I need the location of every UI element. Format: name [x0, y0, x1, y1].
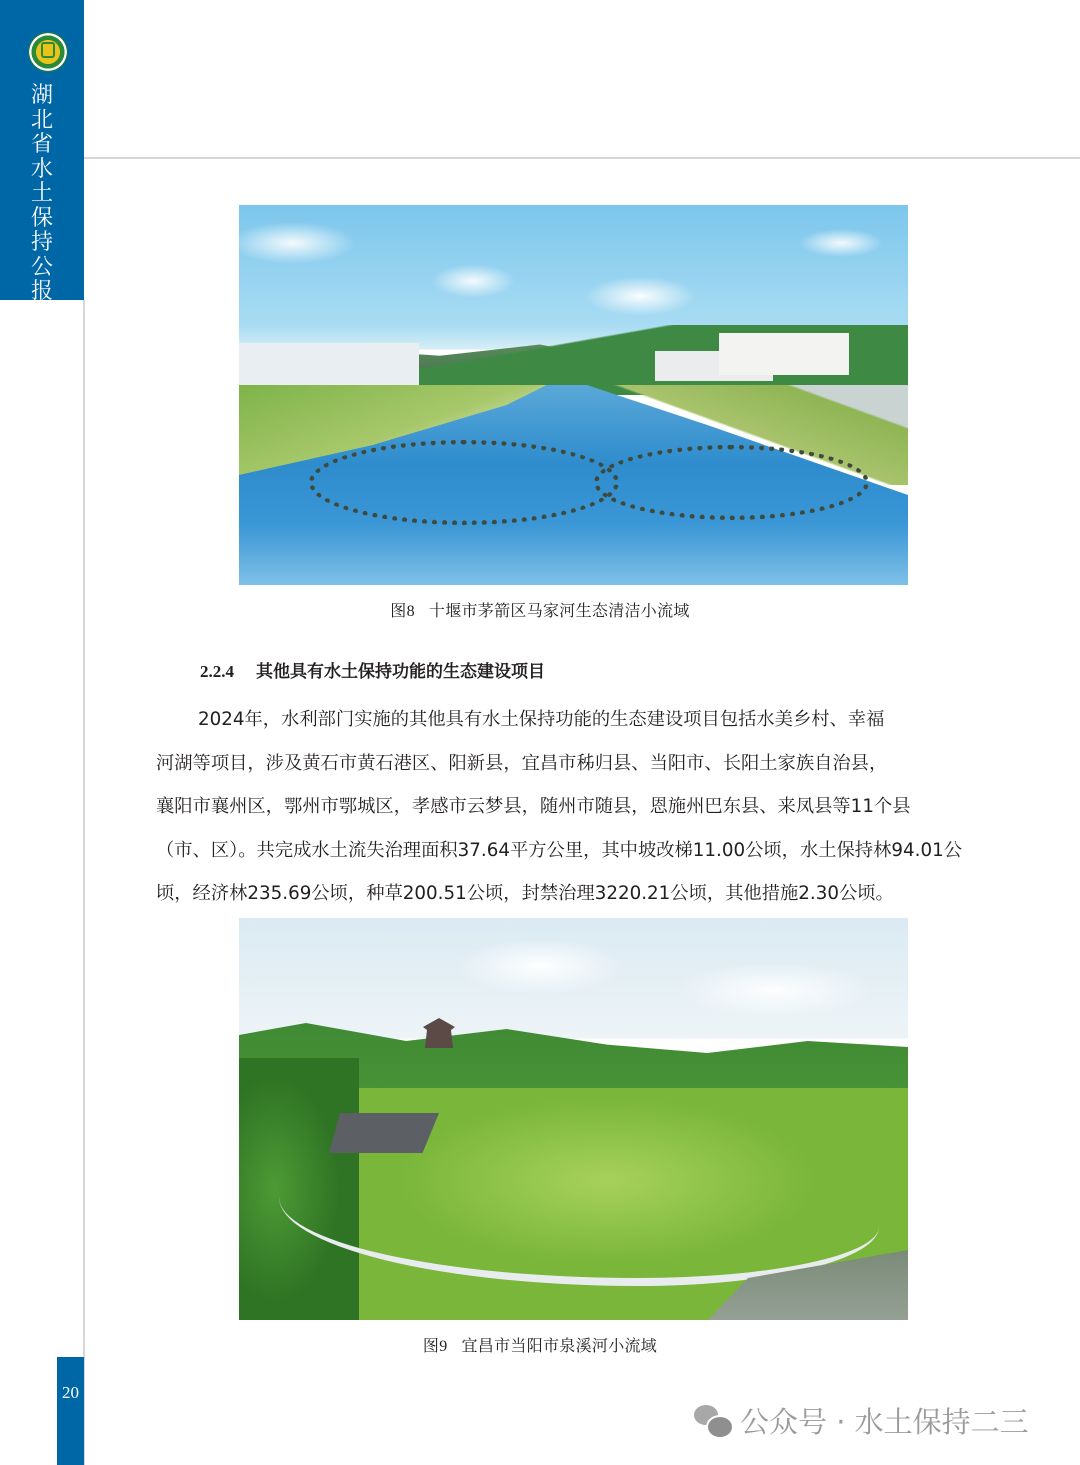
title-char: 报: [30, 279, 53, 304]
header-divider: [84, 157, 1080, 159]
paragraph-line: （市、区）。共完成水土流失治理面积37.64平方公里，其中坡改梯11.00公顷，水土保持林94.01公: [156, 839, 962, 861]
watermark-text: 公众号 · 水土保持二三: [740, 1405, 1029, 1439]
figure-caption-text: 十堰市茅箭区马家河生态清洁小流域: [428, 601, 690, 620]
body-paragraph: [156, 698, 996, 916]
title-char: 公: [30, 254, 53, 280]
houses: [719, 333, 849, 375]
figure-caption-text: 宜昌市当阳市泉溪河小流域: [461, 1336, 658, 1355]
page-number-tab: [57, 1357, 84, 1465]
watermark: [694, 1400, 1029, 1441]
title-char: 省: [30, 132, 53, 157]
publication-title-vertical: [26, 84, 58, 305]
figure-9-caption: [0, 1333, 1080, 1356]
section-title: 其他具有水土保持功能的生态建设项目: [256, 662, 545, 682]
stepping-stone-ring: [309, 440, 619, 525]
title-char: 水: [30, 156, 53, 182]
section-heading: [200, 657, 545, 682]
figure-8-caption: [0, 598, 1080, 621]
sidebar-banner: [0, 0, 84, 304]
figure-9-photo: [239, 918, 908, 1320]
margin-divider-vertical: [83, 300, 85, 1465]
emblem-logo-icon: [28, 32, 68, 72]
paragraph-line: 河湖等项目，涉及黄石市黄石港区、阳新县，宜昌市秭归县、当阳市、长阳土家族自治县，: [156, 752, 888, 774]
title-char: 保: [30, 205, 53, 231]
title-char: 湖: [30, 83, 53, 108]
figure-label: 图8: [390, 603, 415, 620]
wechat-icon: [694, 1405, 732, 1437]
page-number: 20: [62, 1383, 79, 1402]
paragraph-line: 2024年，水利部门实施的其他具有水土保持功能的生态建设项目包括水美乡村、幸福: [198, 709, 885, 730]
paragraph-line: 顷，经济林235.69公顷，种草200.51公顷，封禁治理3220.21公顷，其他措施2.30公顷。: [156, 883, 894, 905]
title-char: 北: [30, 107, 53, 133]
section-number: 2.2.4: [200, 662, 234, 681]
figure-label: 图9: [422, 1338, 448, 1355]
paragraph-line: 襄阳市襄州区，鄂州市鄂城区，孝感市云梦县，随州市随县，恩施州巴东县、来凤县等11个县: [156, 796, 911, 818]
title-char: 土: [30, 181, 53, 206]
stepping-stone-ring: [594, 445, 869, 520]
title-char: 持: [30, 230, 53, 255]
figure-8-photo: [239, 205, 908, 585]
